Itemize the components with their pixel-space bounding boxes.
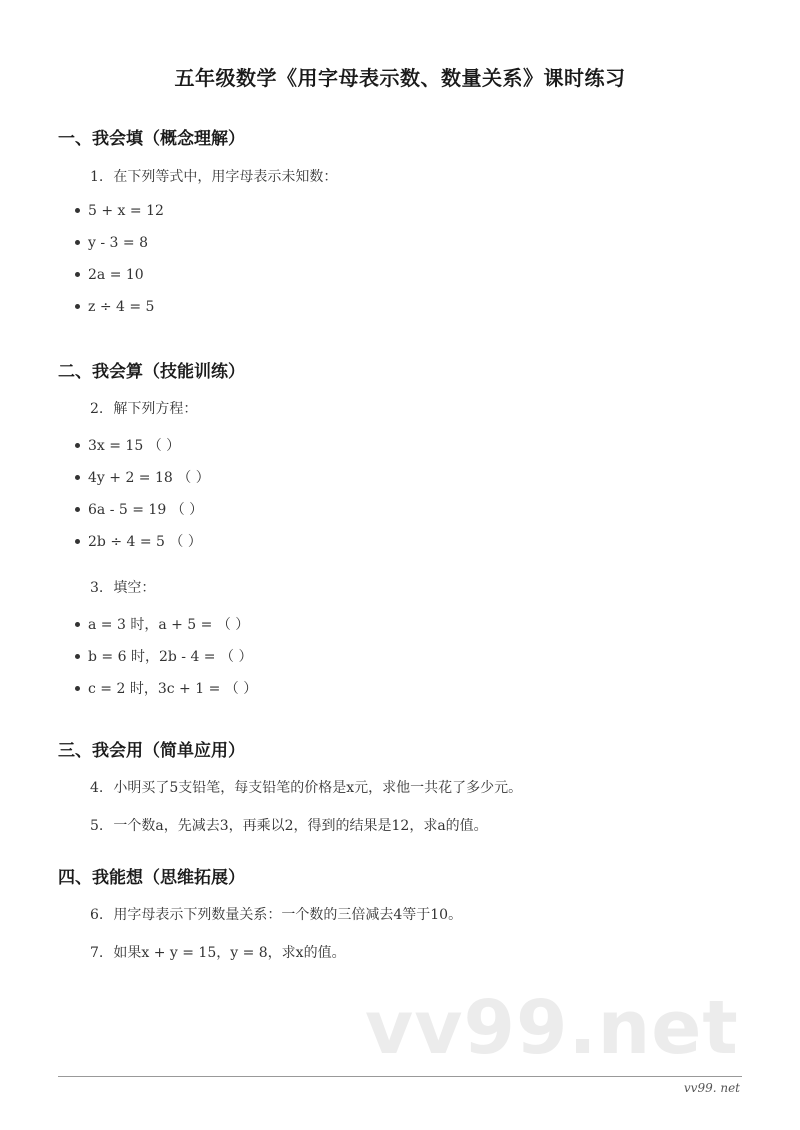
document-title: 五年级数学《用字母表示数、数量关系》课时练习 [174, 66, 626, 90]
footer-divider [58, 1076, 742, 1077]
list-item [75, 467, 210, 487]
bullet-icon [75, 208, 80, 213]
question-2 [90, 398, 197, 418]
equation-text: c = 2 时，3c + 1 = （ ） [88, 681, 258, 697]
list-item [75, 678, 257, 698]
equation-text: 6a - 5 = 19 （ ） [88, 502, 204, 518]
question-4 [90, 777, 522, 797]
bullet-icon [75, 686, 80, 691]
bullet-icon [75, 443, 80, 448]
question-number: 5. [90, 818, 104, 834]
question-number: 3. [90, 580, 104, 596]
bullet-icon [75, 507, 80, 512]
question-number: 2. [90, 401, 104, 417]
question-1 [90, 166, 337, 186]
question-text: 如果x + y = 15，y = 8，求x的值。 [113, 945, 346, 961]
list-item [75, 531, 202, 551]
bullet-icon [75, 240, 80, 245]
equation-text: 5 + x = 12 [88, 203, 164, 219]
section-heading-2: 二、我会算（技能训练） [58, 362, 245, 382]
question-text: 解下列方程： [113, 401, 198, 417]
question-text: 小明买了5支铅笔，每支铅笔的价格是x元，求他一共花了多少元。 [113, 780, 523, 796]
equation-text: b = 6 时，2b - 4 = （ ） [88, 649, 253, 665]
list-item [75, 235, 148, 251]
question-number: 4. [90, 780, 104, 796]
bullet-icon [75, 654, 80, 659]
question-5 [90, 815, 488, 835]
section-heading-4: 四、我能想（思维拓展） [58, 868, 245, 888]
equation-text: 4y + 2 = 18 （ ） [88, 470, 210, 486]
list-item [75, 646, 252, 666]
question-text: 一个数a，先减去3，再乘以2，得到的结果是12，求a的值。 [113, 818, 488, 834]
question-number: 1. [90, 169, 104, 185]
equation-text: z ÷ 4 = 5 [88, 299, 155, 315]
equation-text: y - 3 = 8 [88, 235, 148, 251]
section-heading-3: 三、我会用（简单应用） [58, 741, 245, 761]
bullet-icon [75, 304, 80, 309]
equation-text: 2a = 10 [88, 267, 144, 283]
equation-text: 2b ÷ 4 = 5 （ ） [88, 534, 202, 550]
section-heading-1: 一、我会填（概念理解） [58, 129, 245, 149]
bullet-icon [75, 272, 80, 277]
list-item [75, 614, 249, 634]
question-text: 填空： [113, 580, 156, 596]
bullet-icon [75, 475, 80, 480]
question-number: 6. [90, 907, 104, 923]
question-3 [90, 577, 155, 597]
footer-text: vv99. net [683, 1081, 740, 1095]
question-6 [90, 904, 462, 924]
bullet-icon [75, 622, 80, 627]
equation-text: a = 3 时，a + 5 = （ ） [88, 617, 250, 633]
question-text: 在下列等式中，用字母表示未知数： [113, 169, 338, 185]
watermark: vv99.net [365, 985, 739, 1071]
list-item [75, 435, 180, 455]
list-item [75, 299, 154, 315]
bullet-icon [75, 539, 80, 544]
list-item [75, 499, 203, 519]
list-item [75, 267, 144, 283]
question-number: 7. [90, 945, 104, 961]
question-7 [90, 942, 346, 962]
question-text: 用字母表示下列数量关系：一个数的三倍减去4等于10。 [113, 907, 463, 923]
equation-text: 3x = 15 （ ） [88, 438, 181, 454]
list-item [75, 203, 164, 219]
